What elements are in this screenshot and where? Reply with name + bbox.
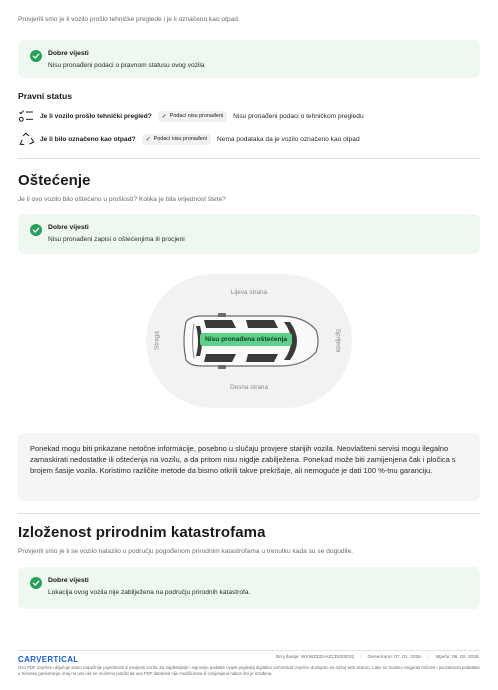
scrapped-question: Je li bilo označeno kao otpad? <box>40 135 136 143</box>
footer-divider <box>18 650 480 651</box>
label-front: Sprijeda <box>334 328 342 353</box>
damage-note-text: Ponekad mogu biti prikazane netočne informacije, posebno u slučaju provjere starijih vozila. Neovlašteni servisi mogu ilegalno zamaskirati nedostatke ili oštećenja na vozilu, a da pritom nisu nigdje zabilježena. Ponekad može biti zamijenjena čak i pločica s brojem šasije vozila. Koristimo različite metode da bismo otkrili takve prekršaje, ali nemoguće je dati 100 %-tnu garanciju. <box>30 444 456 475</box>
good-news-title: Dobre vijesti <box>48 224 89 231</box>
label-left-side: Lijeva strana <box>230 289 268 296</box>
meta-separator: | <box>428 655 430 660</box>
footer-generated: Generirano: 07. 01. 2026. <box>367 655 423 660</box>
good-news-title: Dobre vijesti <box>48 50 89 57</box>
inspection-question: Je li vozilo prošlo tehnički pregled? <box>40 112 152 120</box>
good-news-title: Dobre vijesti <box>48 577 89 584</box>
inspection-answer: Nisu pronađeni podaci o tehničkom pregledu <box>233 112 364 120</box>
status-row-scrapped <box>18 132 360 146</box>
damage-diagram <box>146 274 352 408</box>
disasters-description: Provjerili smo je li se vozilo nalazilo u području pogođenom prirodnim katastrofama u trenutku kada su se dogodile. <box>18 548 353 555</box>
disasters-title: Izloženost prirodnim katastrofama <box>18 524 266 541</box>
footer-disclaimer: Ovo PDF izvješće uključuje samo najvažnije pojedinosti iz povijesti vozila. Za najdetaljnije i najnovije podatke uvijek pogledaj digitalno carVertical izvješće dostupno na našoj web stranici. Lako se trudimo osigurati točnost i pouzdanost podataka u trenutku generiranja, imaj na umu da ne možemo jamčiti da ova PDF datoteka nije modificirana ili izmijenjena nakon što je izrađena. <box>18 665 480 676</box>
carvertical-logo: CARVERTICAL <box>18 655 79 664</box>
footer-meta <box>276 655 480 660</box>
section-divider <box>18 513 480 514</box>
legal-good-news-box <box>18 40 480 78</box>
damage-good-news-box <box>18 214 480 254</box>
label-right-side: Desna strana <box>229 384 268 391</box>
check-circle-icon <box>30 50 42 62</box>
footer-vin: Broj šasije: WVWZZZAAZCD003032 <box>276 655 355 660</box>
good-news-text: Lokacija ovog vozila nije zabilježena na području prirodnih katastrofa. <box>48 589 251 596</box>
legal-status-heading: Pravni status <box>18 91 72 101</box>
checkmark-icon: ✓ <box>145 136 151 143</box>
damage-title: Oštećenje <box>18 172 91 189</box>
legal-intro: Provjerili smo je li vozilo prošlo tehničke preglede i je li označeno kao otpad. <box>18 16 240 23</box>
no-damage-badge: Nisu pronađena oštećenja <box>200 333 292 346</box>
scrapped-tag: ✓ Podaci nisu pronađeni <box>142 134 211 145</box>
footer-expires: Istječe: 06. 02. 2026. <box>435 655 480 660</box>
checkmark-icon: ✓ <box>161 113 167 120</box>
recycle-icon <box>18 132 36 146</box>
checklist-icon <box>18 109 36 123</box>
inspection-tag: ✓ Podaci nisu pronađeni <box>158 111 227 122</box>
good-news-text: Nisu pronađeni zapisi o oštećenjima ili procjeni <box>48 236 185 243</box>
label-rear: Straga <box>153 331 161 350</box>
scrapped-answer: Nema podataka da je vozilo označeno kao otpad <box>217 135 360 143</box>
status-row-inspection <box>18 109 364 123</box>
good-news-text: Nisu pronađeni podaci o pravnom statusu ovog vozila <box>48 62 205 69</box>
disasters-good-news-box <box>18 567 480 609</box>
section-divider <box>18 158 480 159</box>
damage-note <box>18 433 480 501</box>
damage-description: Je li ovo vozilo bilo oštećeno u prošlosti? Kolika je bila vrijednost štete? <box>18 196 226 203</box>
meta-separator: | <box>360 655 362 660</box>
check-circle-icon <box>30 577 42 589</box>
check-circle-icon <box>30 224 42 236</box>
